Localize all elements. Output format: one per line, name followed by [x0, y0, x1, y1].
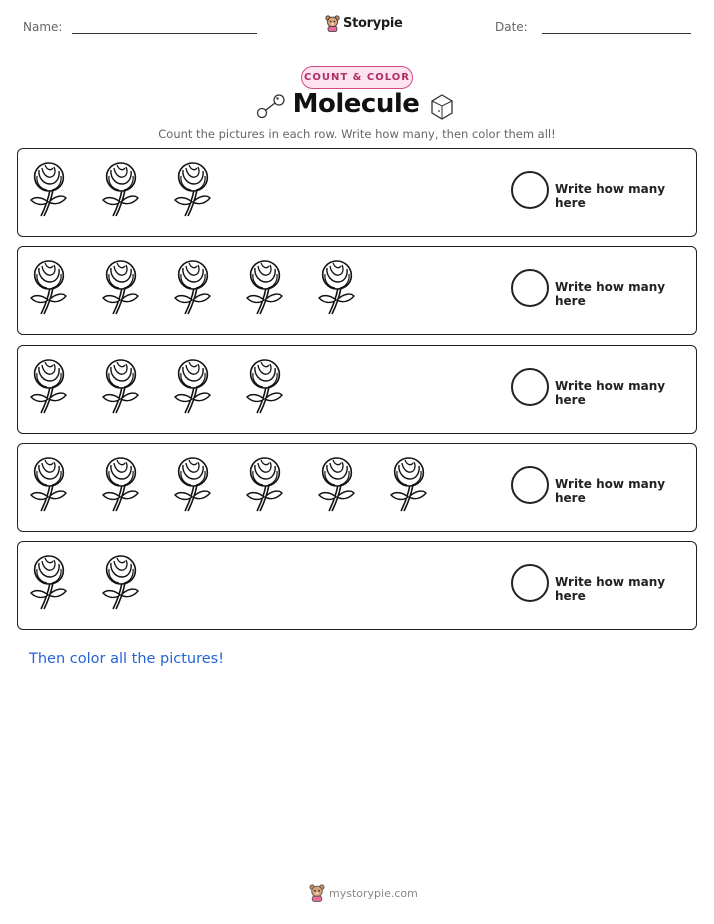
rose-icon [388, 451, 442, 521]
rose-icon [28, 353, 82, 423]
name-line[interactable] [72, 33, 257, 34]
bear-mascot-icon [325, 15, 340, 32]
rose-icon [172, 353, 226, 423]
date-label: Date: [495, 20, 528, 34]
instructions: Count the pictures in each row. Write how many, then color them all! [158, 127, 556, 141]
answer-label: Write how many here [555, 477, 666, 505]
answer-label: Write how many here [555, 280, 666, 308]
answer-circle[interactable] [511, 368, 549, 406]
rose-icon [316, 254, 370, 324]
rose-icon [100, 549, 154, 619]
rose-icon [100, 353, 154, 423]
rose-icon [244, 451, 298, 521]
brand-name: Storypie [343, 15, 403, 31]
answer-label: Write how many here [555, 379, 666, 407]
count-row [17, 345, 697, 434]
answer-circle[interactable] [511, 171, 549, 209]
count-row [17, 541, 697, 630]
rose-icon [100, 254, 154, 324]
footer [309, 884, 418, 902]
closing-instruction: Then color all the pictures! [29, 651, 225, 667]
answer-circle[interactable] [511, 466, 549, 504]
rose-icon [28, 254, 82, 324]
bear-mascot-icon [309, 884, 325, 902]
rose-icon [28, 156, 82, 226]
rose-icon [100, 451, 154, 521]
rose-icon [244, 254, 298, 324]
answer-label: Write how many here [555, 182, 666, 210]
picture-group [28, 451, 442, 521]
name-label: Name: [23, 20, 63, 34]
date-line[interactable] [542, 33, 691, 34]
brand-logo [325, 13, 403, 33]
page-title: Molecule [292, 89, 420, 119]
rose-icon [100, 156, 154, 226]
picture-group [28, 254, 370, 324]
rose-icon [28, 451, 82, 521]
count-row [17, 246, 697, 335]
rose-icon [316, 451, 370, 521]
picture-group [28, 549, 154, 619]
rose-icon [172, 156, 226, 226]
footer-site: mystorypie.com [329, 886, 418, 900]
answer-label: Write how many here [555, 575, 666, 603]
answer-circle[interactable] [511, 564, 549, 602]
picture-group [28, 353, 298, 423]
crystal-icon [428, 92, 456, 122]
count-row [17, 443, 697, 532]
rose-icon [28, 549, 82, 619]
rose-icon [244, 353, 298, 423]
rose-icon [172, 254, 226, 324]
category-badge: COUNT & COLOR [301, 66, 413, 89]
picture-group [28, 156, 226, 226]
answer-circle[interactable] [511, 269, 549, 307]
rose-icon [172, 451, 226, 521]
count-row [17, 148, 697, 237]
